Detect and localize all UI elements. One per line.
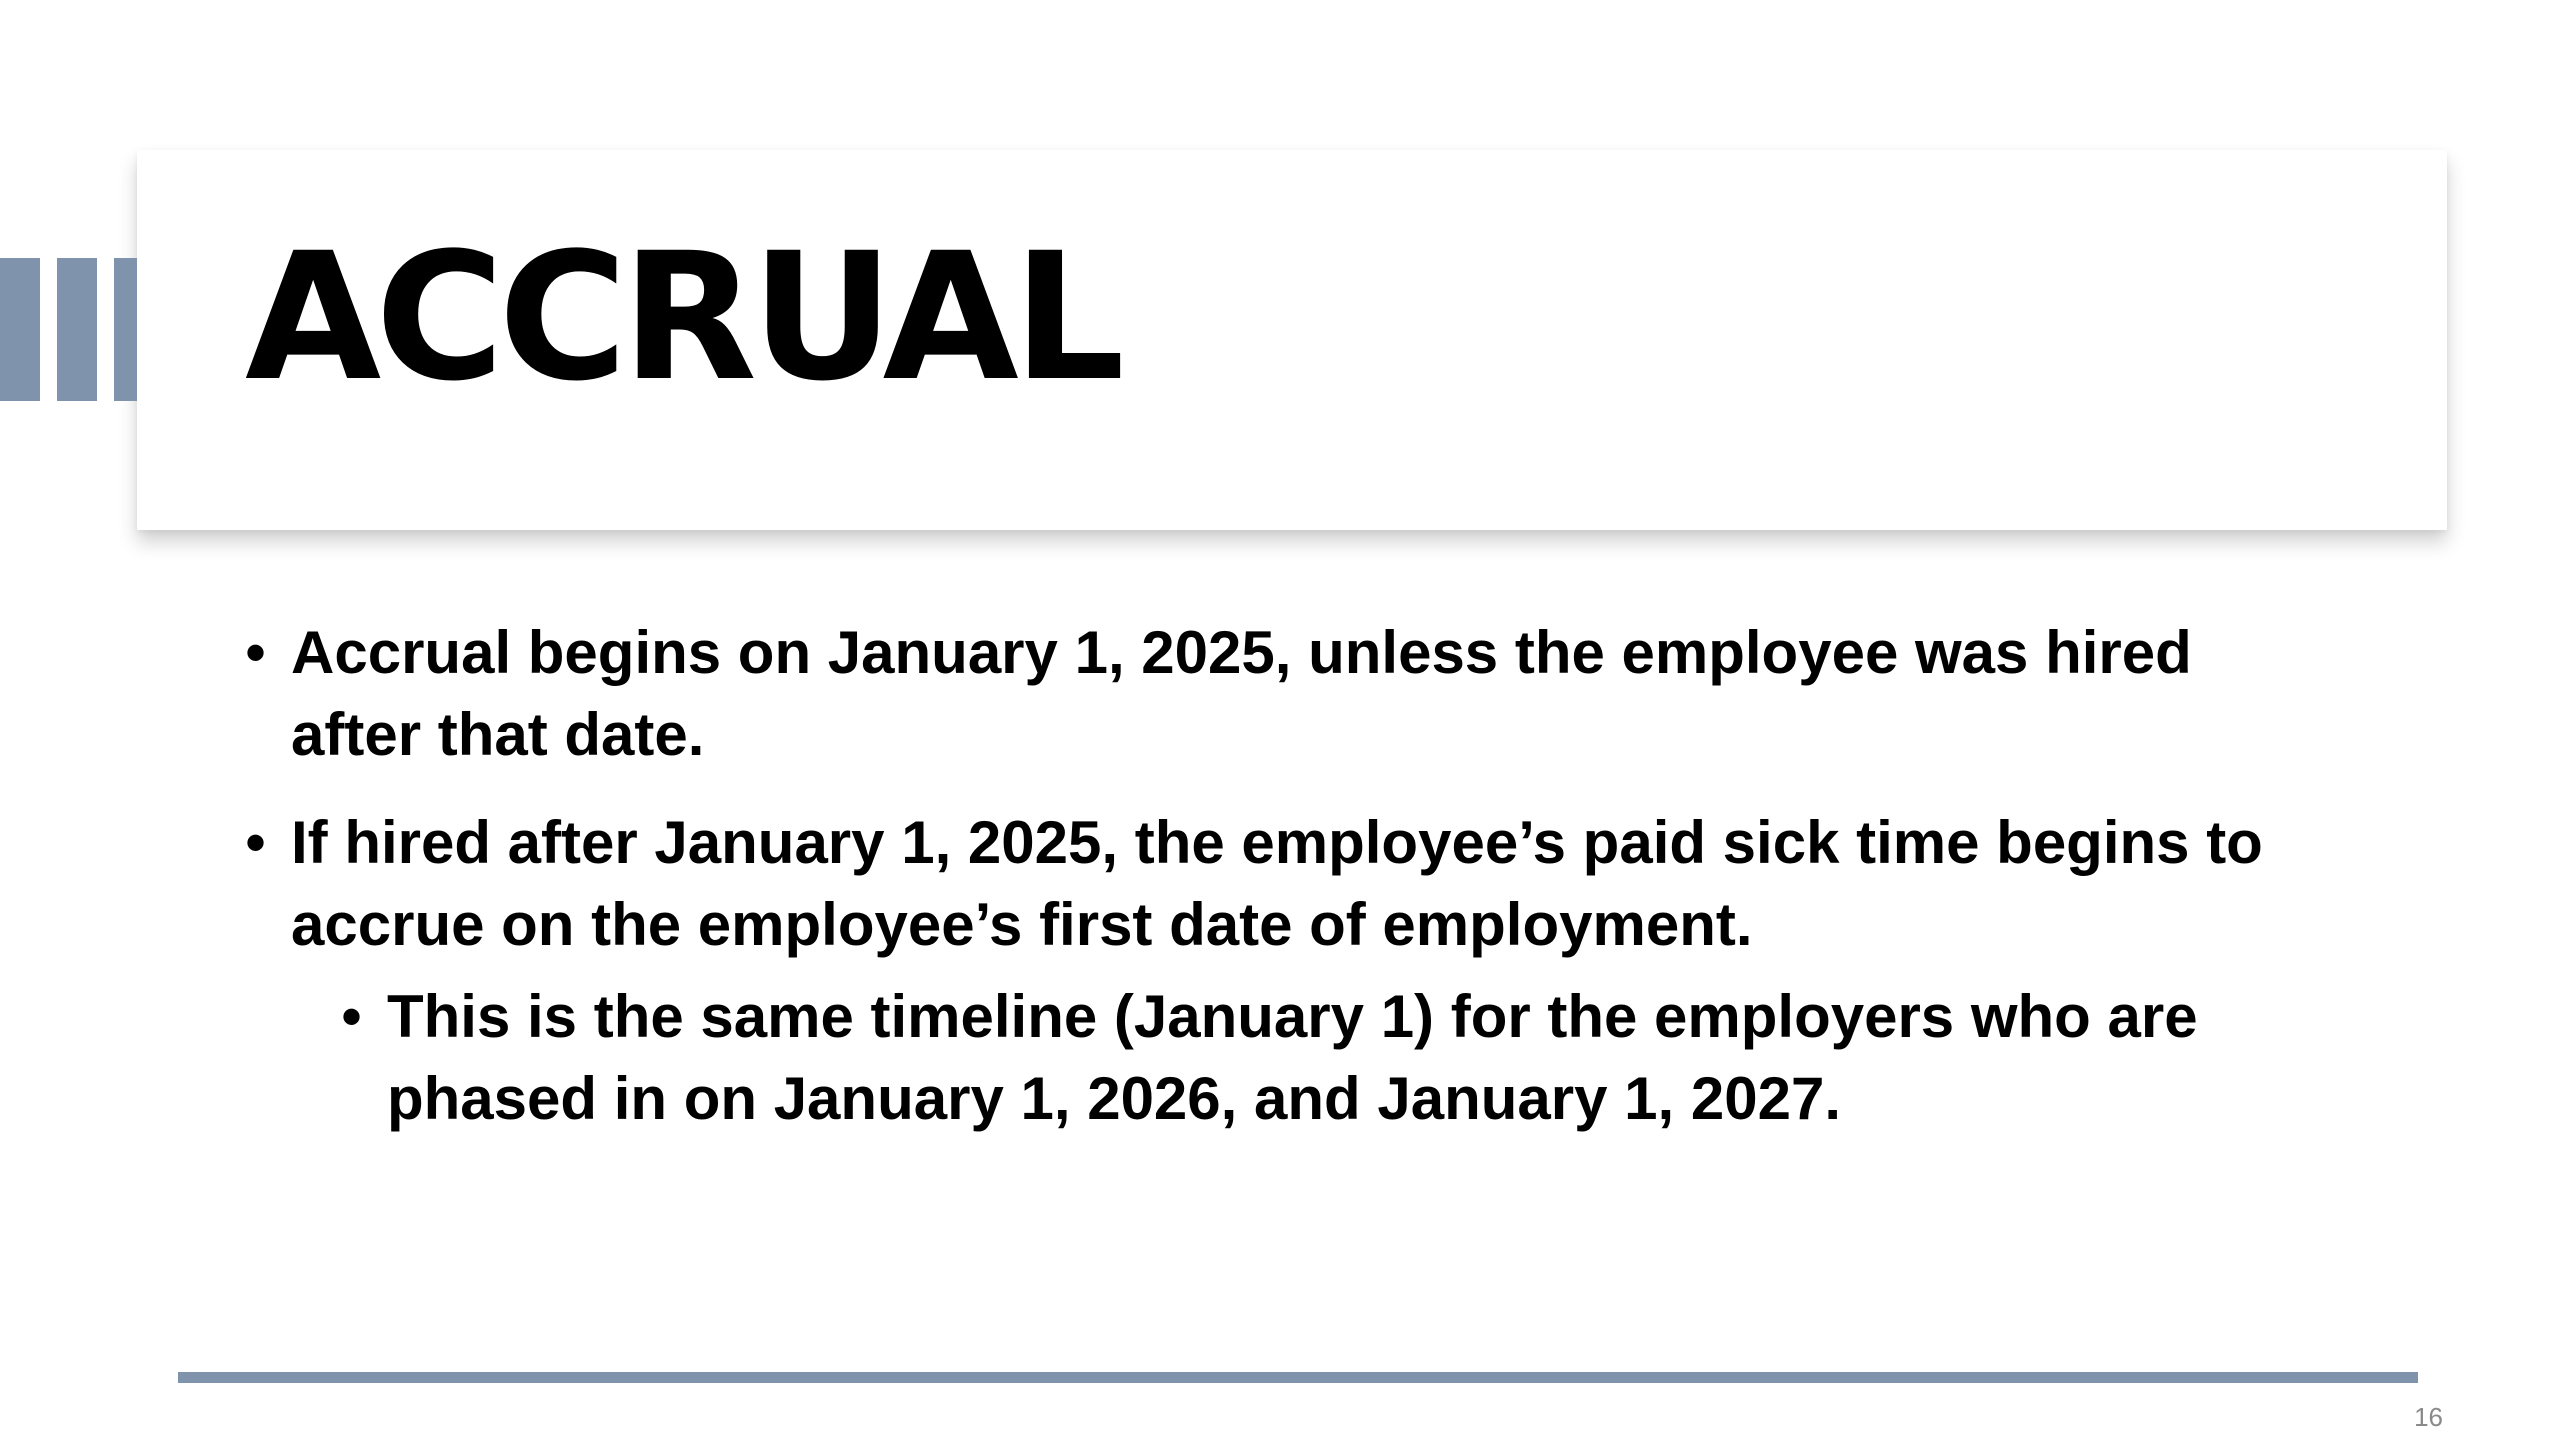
slide-title: ACCRUAL <box>245 215 1119 420</box>
slide-content <box>245 612 2335 1140</box>
sub-bullet-marker: • <box>341 983 363 1050</box>
sub-bullet-item <box>341 976 2335 1140</box>
footer-divider <box>178 1372 2418 1383</box>
accent-bar <box>114 258 137 401</box>
bullet-marker: • <box>245 809 267 876</box>
accent-bar <box>57 258 97 401</box>
bullet-text: Accrual begins on January 1, 2025, unless the employee was hired after that date. <box>291 619 2192 768</box>
sub-bullet-list <box>341 976 2335 1140</box>
bullet-text: If hired after January 1, 2025, the employee’s paid sick time begins to accrue on the employee’s first date of employment. <box>291 809 2263 958</box>
page-number: 16 <box>2414 1402 2443 1432</box>
bullet-item <box>245 802 2335 966</box>
bullet-item <box>245 612 2335 776</box>
title-accent-bars <box>0 258 137 401</box>
sub-bullet-text: This is the same timeline (January 1) for the employers who are phased in on January 1, 2026, and January 1, 2027. <box>387 983 2198 1132</box>
bullet-marker: • <box>245 619 267 686</box>
accent-bar <box>0 258 40 401</box>
